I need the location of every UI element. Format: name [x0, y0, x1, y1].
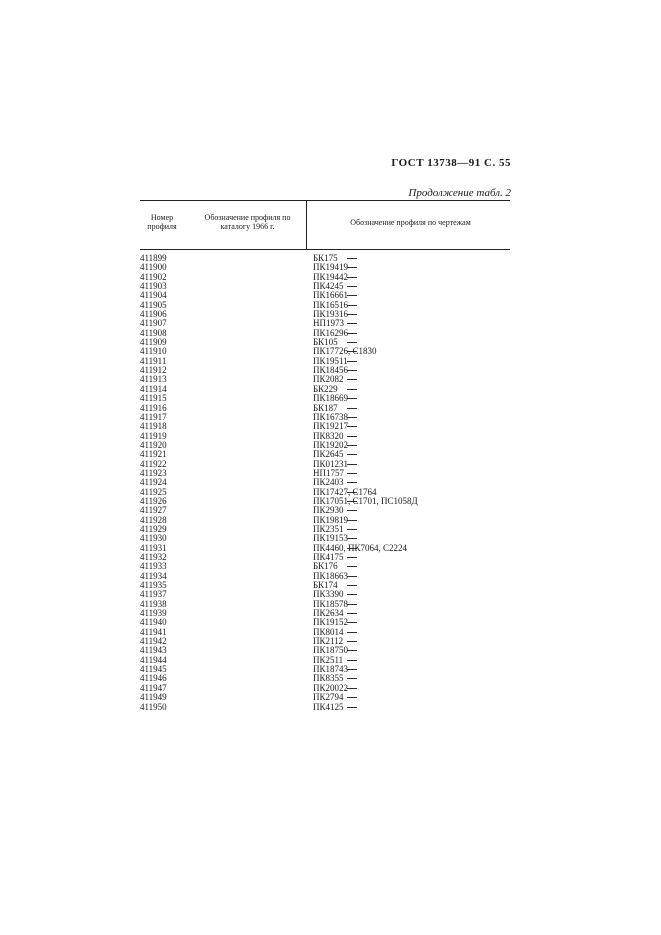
column-header-catalog: Обозначение профиля по каталогу 1966 г. [204, 213, 291, 231]
profile-number: 411916 [140, 402, 167, 413]
profile-drawing-designation: ПК18750 [313, 645, 349, 656]
profile-drawing-designation: ПК20022 [313, 682, 349, 693]
profile-number: 411943 [140, 645, 167, 656]
profile-number: 411918 [140, 421, 167, 432]
profile-drawing-designation: ПК19442 [313, 271, 349, 282]
profile-drawing-designation: ПК2403 [313, 477, 344, 488]
profile-number: 411911 [140, 355, 167, 366]
profile-drawing-designation: ПК19819 [313, 514, 349, 525]
catalog-dash [347, 529, 357, 530]
table-header-rule [140, 249, 510, 250]
catalog-dash [347, 426, 357, 427]
catalog-dash [347, 632, 357, 633]
catalog-dash [347, 370, 357, 371]
profile-number: 411950 [140, 701, 167, 712]
profile-drawing-designation: ПК2634 [313, 608, 344, 619]
profile-drawing-designation: ПК4460, ПК7064, С2224 [313, 542, 408, 553]
catalog-dash [347, 436, 357, 437]
catalog-dash [347, 286, 357, 287]
profile-drawing-designation: ПК4175 [313, 552, 344, 562]
catalog-dash [347, 669, 357, 670]
catalog-dash [347, 379, 357, 380]
profile-number: 411931 [140, 542, 167, 553]
profile-number: 411912 [140, 365, 167, 376]
profile-number: 411899 [140, 253, 167, 263]
catalog-dash [347, 660, 357, 661]
profile-drawing-designation: БК105 [313, 337, 338, 348]
profile-number: 411929 [140, 523, 167, 534]
profile-number: 411930 [140, 533, 167, 544]
profile-drawing-designation: ПК2351 [313, 523, 344, 534]
profile-number: 411907 [140, 318, 167, 329]
catalog-dash [347, 678, 357, 679]
profile-drawing-designation: ПК19217 [313, 421, 349, 432]
profile-number: 411949 [140, 692, 167, 703]
catalog-dash [347, 342, 357, 343]
profile-drawing-designation: ПК8014 [313, 626, 344, 637]
profile-drawing-designation: БК187 [313, 402, 338, 413]
profile-drawing-designation: ПК8355 [313, 673, 344, 684]
profile-drawing-designation: ПК2930 [313, 505, 344, 516]
table-top-rule [140, 200, 510, 201]
profile-number: 411919 [140, 430, 167, 441]
profile-drawing-designation: ПК19419 [313, 262, 349, 273]
catalog-dash [347, 464, 357, 465]
profile-drawing-designation: БК176 [313, 561, 338, 572]
profile-drawing-designation: ПК3390 [313, 589, 344, 600]
column-divider [306, 200, 307, 250]
profile-drawing-designation: БК174 [313, 580, 338, 591]
page-header: ГОСТ 13738—91 С. 55 [391, 157, 511, 169]
profile-number: 411925 [140, 486, 167, 497]
profile-drawing-designation: ПК16296 [313, 327, 349, 338]
profile-number: 411938 [140, 598, 167, 609]
catalog-dash [347, 707, 357, 708]
profile-drawing-designation: ПК01231 [313, 458, 349, 469]
profile-number: 411903 [140, 281, 167, 292]
catalog-dash [347, 482, 357, 483]
table-continuation-label: Продолжение табл. 2 [408, 187, 511, 199]
catalog-dash [347, 408, 357, 409]
profile-drawing-designation: БК229 [313, 383, 338, 394]
profile-number: 411915 [140, 393, 167, 404]
catalog-dash [347, 585, 357, 586]
profile-drawing-designation: ПК18578 [313, 598, 349, 609]
profile-drawing-designation: ПК18743 [313, 664, 349, 675]
catalog-dash [347, 604, 357, 605]
catalog-dash [347, 258, 357, 259]
profile-drawing-designation: ПК17427, С1764 [313, 486, 377, 497]
profile-number: 411939 [140, 608, 167, 619]
profile-number: 411945 [140, 664, 167, 675]
profile-number: 411921 [140, 449, 167, 460]
profile-number: 411924 [140, 477, 167, 488]
catalog-dash [347, 650, 357, 651]
profile-drawing-designation: ПК2112 [313, 636, 344, 647]
catalog-dash [347, 445, 357, 446]
profile-drawing-designation: ПК2794 [313, 692, 344, 703]
catalog-dash [347, 566, 357, 567]
profile-drawing-designation: ПК18669 [313, 393, 349, 404]
catalog-dash [347, 576, 357, 577]
catalog-dash [347, 697, 357, 698]
catalog-dash [347, 688, 357, 689]
catalog-dash [347, 361, 357, 362]
profile-drawing-designation: ПК19153 [313, 533, 349, 544]
profile-number: 411905 [140, 299, 167, 310]
profile-drawing-designation: НП1973 [313, 318, 344, 329]
catalog-dash [347, 323, 357, 324]
profile-number: 411934 [140, 570, 167, 581]
profile-drawing-designation: ПК2082 [313, 374, 344, 385]
profile-drawing-designation: ПК16516 [313, 299, 349, 310]
catalog-dash [347, 613, 357, 614]
catalog-dash [347, 557, 357, 558]
catalog-dash [347, 314, 357, 315]
profile-number: 411933 [140, 561, 167, 572]
profile-drawing-designation: ПК4125 [313, 701, 344, 712]
profile-drawing-designation: ПК4245 [313, 281, 344, 292]
column-header-drawing: Обозначение профиля по чертежам [350, 218, 471, 227]
profile-drawing-designation: ПК2645 [313, 449, 344, 460]
profile-drawing-designation: ПК17051, С1701, ПС1058Д [313, 495, 418, 506]
profile-drawing-designation: БК175 [313, 253, 338, 263]
catalog-dash [347, 277, 357, 278]
profile-drawing-designation: ПК16661 [313, 290, 349, 301]
profile-number: 411902 [140, 271, 167, 282]
profile-number: 411910 [140, 346, 167, 357]
profile-drawing-designation: ПК8320 [313, 430, 344, 441]
catalog-dash [347, 510, 357, 511]
catalog-dash [347, 389, 357, 390]
profile-number: 411940 [140, 617, 167, 628]
table-row [140, 703, 510, 712]
profile-number: 411904 [140, 290, 167, 301]
catalog-dash [347, 454, 357, 455]
profile-number: 411928 [140, 514, 167, 525]
profile-drawing-designation: ПК18456 [313, 365, 349, 376]
profile-drawing-designation: ПК18663 [313, 570, 349, 581]
profile-number: 411935 [140, 580, 167, 591]
profile-number: 411947 [140, 682, 167, 693]
catalog-dash [347, 538, 357, 539]
profile-drawing-designation: ПК19202 [313, 439, 349, 450]
catalog-dash [347, 417, 357, 418]
catalog-dash [347, 473, 357, 474]
profile-number: 411922 [140, 458, 167, 469]
profile-number: 411932 [140, 552, 167, 562]
profile-drawing-designation: ПК2511 [313, 654, 344, 665]
catalog-dash [347, 267, 357, 268]
profile-drawing-designation: НП1757 [313, 467, 344, 478]
catalog-dash [347, 305, 357, 306]
catalog-dash [347, 295, 357, 296]
catalog-dash [347, 622, 357, 623]
catalog-dash [347, 333, 357, 334]
profile-number: 411900 [140, 262, 167, 273]
profile-number: 411923 [140, 467, 167, 478]
profile-number: 411920 [140, 439, 167, 450]
profile-drawing-designation: ПК19316 [313, 309, 349, 320]
profile-number: 411942 [140, 636, 167, 647]
profile-number: 411937 [140, 589, 167, 600]
profile-number: 411927 [140, 505, 167, 516]
profile-drawing-designation: ПК19511 [313, 355, 348, 366]
catalog-dash [347, 641, 357, 642]
profile-number: 411908 [140, 327, 167, 338]
column-header-number: Номер профиля [147, 213, 177, 231]
catalog-dash [347, 520, 357, 521]
catalog-dash [347, 398, 357, 399]
profile-number: 411944 [140, 654, 167, 665]
profile-number: 411917 [140, 411, 167, 422]
profile-number: 411926 [140, 495, 167, 506]
profile-number: 411909 [140, 337, 167, 348]
profile-drawing-designation: ПК17726, С1830 [313, 346, 377, 357]
profile-drawing-designation: ПК19152 [313, 617, 349, 628]
table-body [140, 254, 510, 712]
catalog-dash [347, 594, 357, 595]
profile-drawing-designation: ПК16738 [313, 411, 349, 422]
profile-number: 411914 [140, 383, 167, 394]
profile-number: 411906 [140, 309, 167, 320]
profile-number: 411941 [140, 626, 167, 637]
profile-number: 411946 [140, 673, 167, 684]
profile-number: 411913 [140, 374, 167, 385]
